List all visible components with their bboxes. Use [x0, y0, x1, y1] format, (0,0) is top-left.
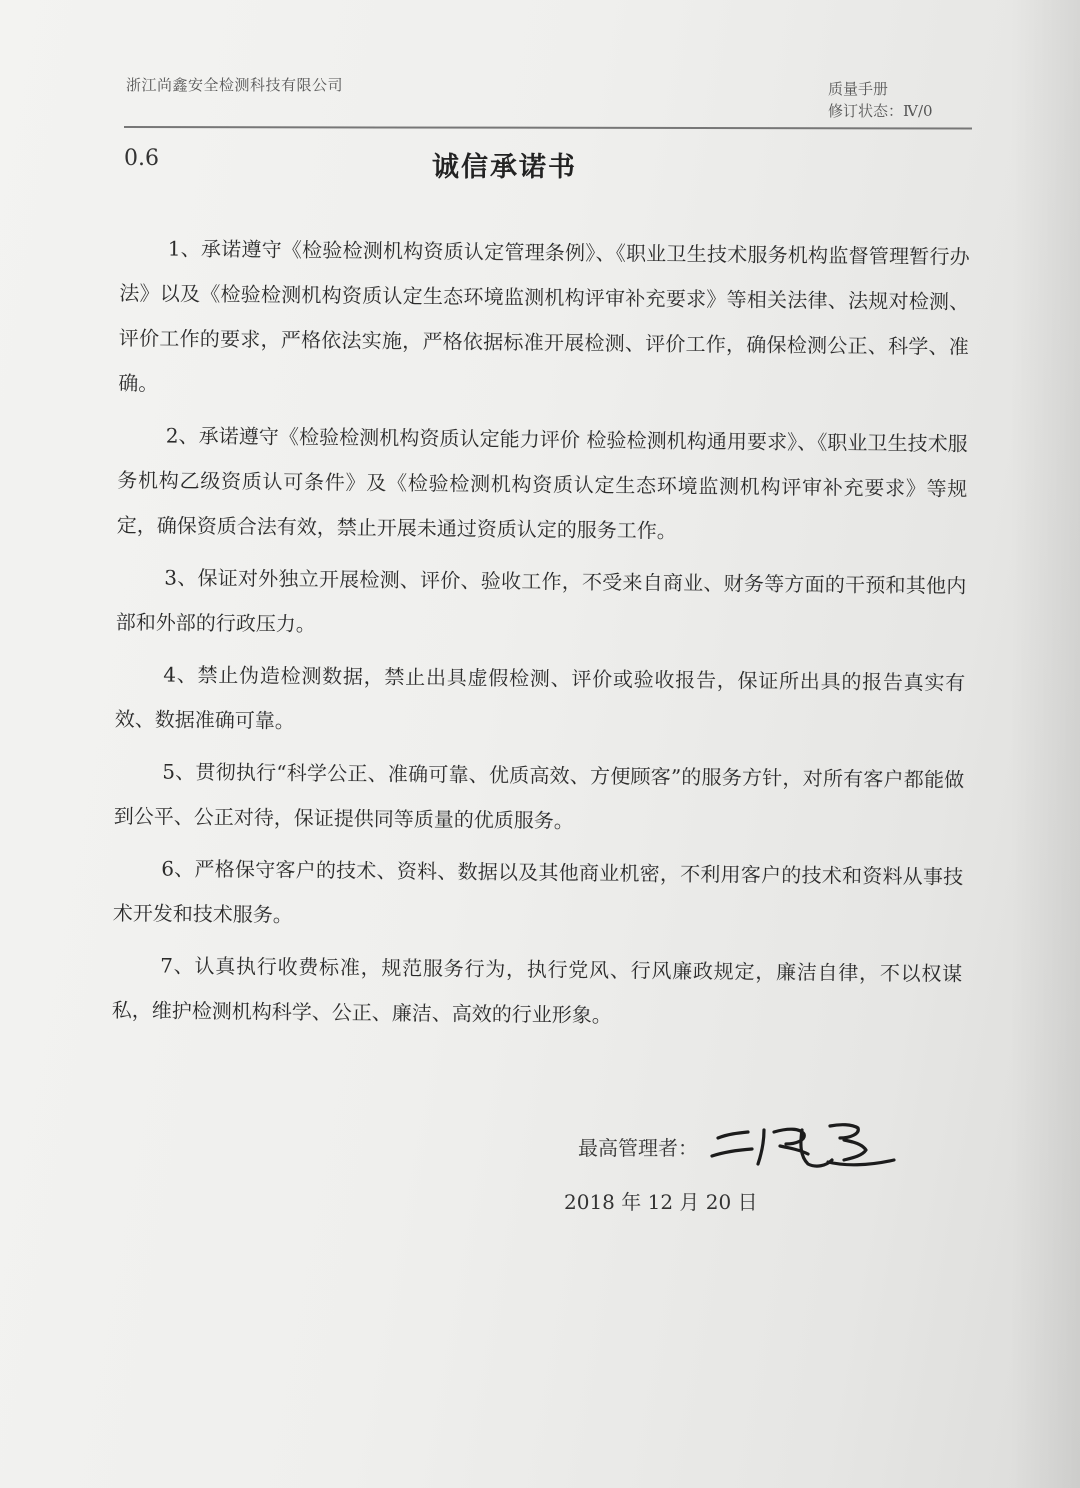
handwritten-signature	[704, 1116, 900, 1174]
clause-3: 3、保证对外独立开展检测、评价、验收工作，不受来自商业、财务等方面的干预和其他内部和外部的行政压力。	[115, 565, 967, 637]
sign-date: 2018 年 12 月 20 日	[564, 1190, 758, 1214]
manual-title: 质量手册	[828, 80, 889, 98]
clause-4: 4、禁止伪造检测数据，禁止出具虚假检测、评价或验收报告，保证所出具的报告真实有效、数据准确可靠。	[114, 662, 966, 733]
commitment-body	[111, 226, 969, 1049]
clause-6: 6、严格保守客户的技术、资料、数据以及其他商业机密，不利用客户的技术和资料从事技术开发和技术服务。	[112, 856, 964, 927]
clause-5: 5、贯彻执行“科学公正、准确可靠、优质高效、方便顾客”的服务方针，对所有客户都能做到公平、公正对待，保证提供同等质量的优质服务。	[113, 759, 965, 833]
section-number: 0.6	[124, 146, 159, 171]
signer-label: 最高管理者：	[578, 1136, 698, 1160]
revision-status: 修订状态：Ⅳ/0	[828, 102, 933, 120]
clause-1: 1、承诺遵守《检验检测机构资质认定管理条例》、《职业卫生技术服务机构监督管理暂行办法》以及《检验检测机构资质认定生态环境监测机构评审补充要求》等相关法律、法规对检测、评价工作的要求，严格依法实施，严格依据标准开展检测、评价工作，确保检测公正、科学、准确。	[118, 236, 970, 396]
clause-2: 2、承诺遵守《检验检测机构资质认定能力评价 检验检测机构通用要求》、《职业卫生技术服务机构乙级资质认可条件》及《检验检测机构资质认定生态环境监测机构评审补充要求》等规定，确保资质合法有效，禁止开展未通过资质认定的服务工作。	[116, 423, 968, 543]
document-title: 诚信承诺书	[432, 152, 577, 183]
page-edge-shadow	[1010, 0, 1080, 1488]
header-rule	[124, 126, 972, 129]
company-name: 浙江尚鑫安全检测科技有限公司	[126, 76, 344, 94]
clause-7: 7、认真执行收费标准，规范服务行为，执行党风、行风廉政规定，廉洁自律，不以权谋私，维护检测机构科学、公正、廉洁、高效的行业形象。	[111, 953, 963, 1028]
